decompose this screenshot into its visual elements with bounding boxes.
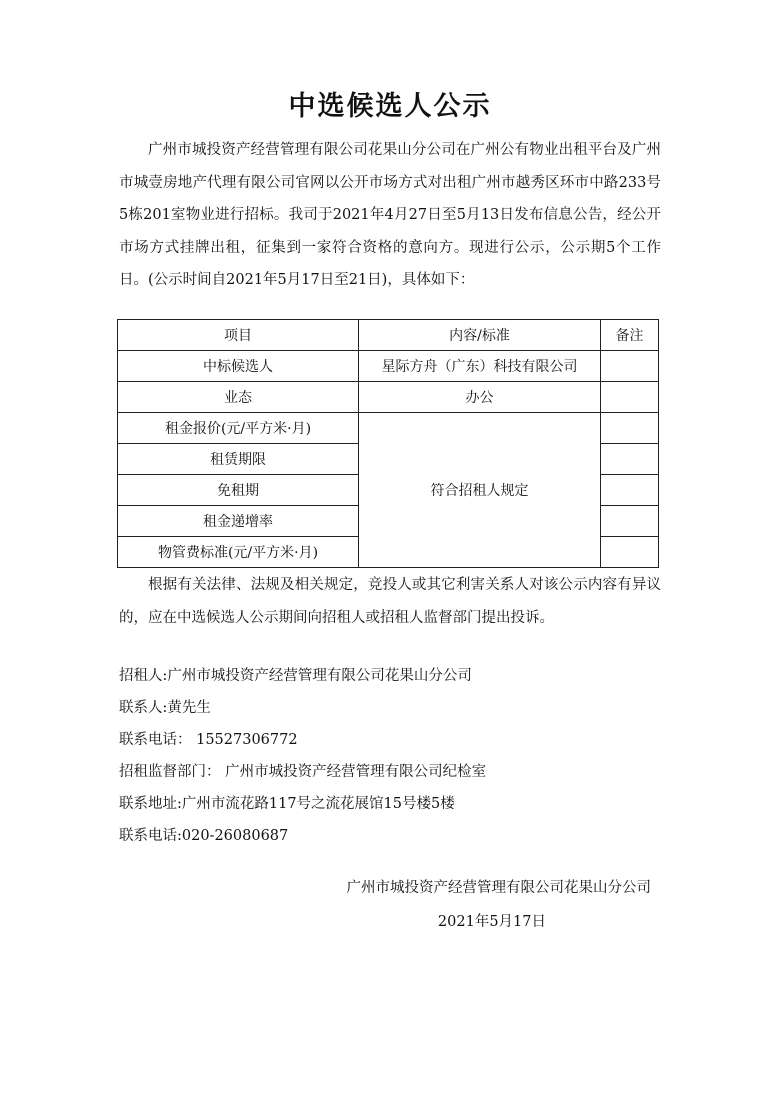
row-item: 免租期 <box>118 475 359 506</box>
contact-phone-2: 联系电话:020-26080687 <box>119 828 289 844</box>
contact-block <box>119 660 486 852</box>
page-title: 中选候选人公示 <box>288 91 492 122</box>
row-content: 星际方舟（广东）科技有限公司 <box>359 351 601 382</box>
row-remark <box>601 413 659 444</box>
intro-paragraph: 广州市城投资产经营管理有限公司花果山分公司在广州公有物业出租平台及广州市城壹房地产代理有限公司官网以公开市场方式对出租广州市越秀区环市中路233号5栋201室物业进行招标。我司于2021年4月27日至5月13日发布信息公告，经公开市场方式挂牌出租，征集到一家符合资格的意向方。现进行公示，公示期5个工作日。(公示时间自2021年5月17日至21日)，具体如下： <box>119 142 661 288</box>
header-item: 项目 <box>118 320 359 351</box>
row-remark <box>601 444 659 475</box>
row-remark <box>601 351 659 382</box>
contact-person: 联系人:黄先生 <box>119 700 211 716</box>
row-remark <box>601 506 659 537</box>
header-remark: 备注 <box>601 320 659 351</box>
row-content: 办公 <box>359 382 601 413</box>
signature: 广州市城投资产经营管理有限公司花果山分公司 <box>346 880 651 896</box>
row-item: 租金报价(元/平方米·月) <box>118 413 359 444</box>
row-remark <box>601 475 659 506</box>
row-item: 租赁期限 <box>118 444 359 475</box>
merged-content-cell: 符合招租人规定 <box>359 413 601 568</box>
row-item: 业态 <box>118 382 359 413</box>
header-content: 内容/标准 <box>359 320 601 351</box>
objection-paragraph: 根据有关法律、法规及相关规定，竞投人或其它利害关系人对该公示内容有异议的，应在中选候选人公示期间向招租人或招租人监督部门提出投诉。 <box>119 577 661 626</box>
contact-landlord: 招租人:广州市城投资产经营管理有限公司花果山分公司 <box>119 668 472 684</box>
contact-address: 联系地址:广州市流花路117号之流花展馆15号楼5楼 <box>119 796 455 812</box>
row-item: 物管费标准(元/平方米·月) <box>118 537 359 568</box>
contact-supervisor: 招租监督部门： 广州市城投资产经营管理有限公司纪检室 <box>119 764 487 780</box>
signature-date: 2021年5月17日 <box>437 914 546 930</box>
bid-table <box>117 319 659 568</box>
row-remark <box>601 537 659 568</box>
row-item: 中标候选人 <box>118 351 359 382</box>
table-row <box>118 382 659 413</box>
contact-phone: 联系电话： 15527306772 <box>119 732 298 748</box>
row-item: 租金递增率 <box>118 506 359 537</box>
row-remark <box>601 382 659 413</box>
table-row <box>118 413 659 444</box>
table-row <box>118 351 659 382</box>
table-header-row <box>118 320 659 351</box>
